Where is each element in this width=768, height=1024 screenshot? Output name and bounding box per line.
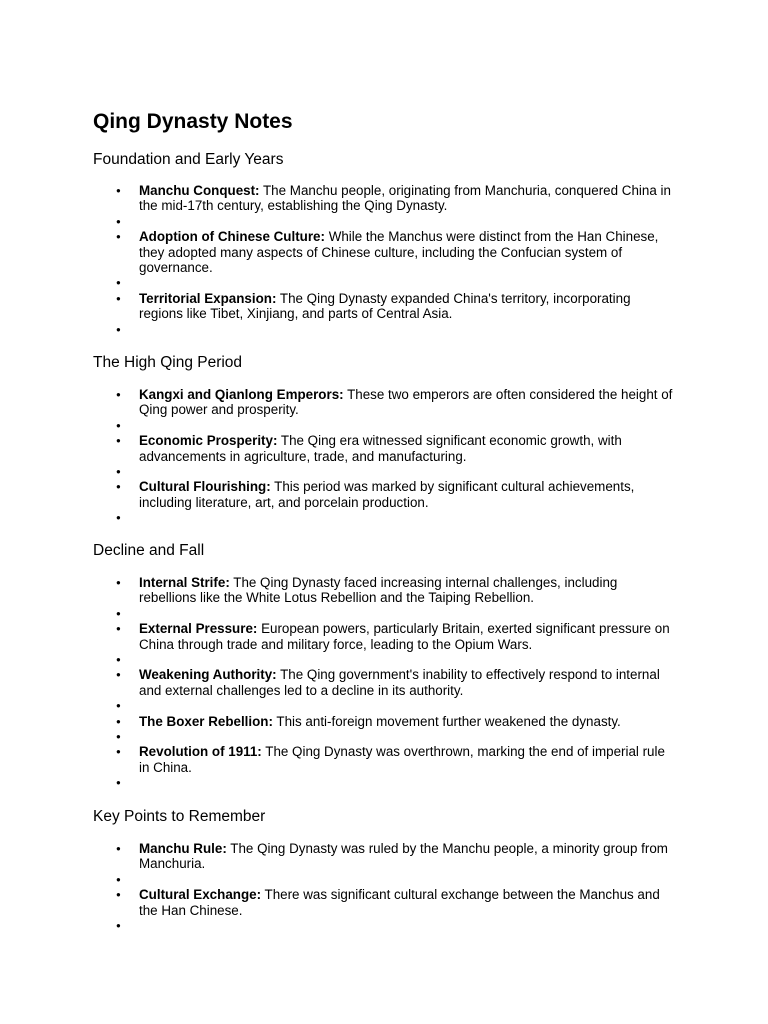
section-heading-decline: Decline and Fall (93, 542, 205, 559)
empty-bullet (0, 698, 768, 713)
list-item-term: Kangxi and Qianlong Emperors: (139, 387, 344, 402)
list-item-term: Adoption of Chinese Culture: (139, 229, 325, 245)
list-item (0, 229, 768, 275)
empty-bullet (0, 918, 768, 933)
list-item-text: The Qing Dynasty was overthrown, marking the end of imperial rule in China. (139, 744, 665, 775)
empty-bullet (0, 464, 768, 479)
list-item-term: Manchu Conquest: (139, 183, 260, 198)
list-item-text: The Qing era witnessed significant economic growth, with advancements in agriculture, trade, and manufacturing. (139, 433, 622, 464)
list-item-text: These two emperors are often considered the height of Qing power and prosperity. (139, 387, 673, 418)
empty-bullet (0, 214, 768, 229)
list-item-term: Cultural Flourishing: (139, 479, 271, 495)
list-item (0, 575, 768, 606)
list-item-term: Economic Prosperity: (139, 433, 278, 449)
empty-bullet (0, 606, 768, 621)
section-list-key-points (0, 841, 768, 933)
section-heading-foundation: Foundation and Early Years (93, 151, 284, 168)
list-item-text: While the Manchus were distinct from the Han Chinese, they adopted many aspects of Chinese culture, including the Confucian system of governance. (139, 229, 659, 276)
section-heading-key-points: Key Points to Remember (93, 808, 266, 825)
list-item-text: The Qing Dynasty expanded China's territory, incorporating regions like Tibet, Xinjiang, and parts of Central Asia. (139, 290, 631, 322)
document-title: Qing Dynasty Notes (93, 110, 293, 133)
list-item (0, 667, 768, 698)
list-item (0, 744, 768, 775)
list-item-text: This anti-foreign movement further weakened the dynasty. (272, 713, 621, 729)
list-item-term: External Pressure: (139, 621, 258, 637)
list-item (0, 387, 768, 418)
empty-bullet (0, 322, 768, 337)
list-item (0, 714, 768, 729)
list-item-term: Manchu Rule: (139, 841, 227, 856)
list-item-text: The Manchu people, originating from Manchuria, conquered China in the mid-17th century, establishing the Qing Dynasty. (139, 183, 671, 214)
list-item-term: Territorial Expansion: (139, 290, 277, 306)
list-item-text: European powers, particularly Britain, exerted significant pressure on China through trade and military force, leading to the Opium Wars. (139, 621, 670, 652)
list-item (0, 433, 768, 464)
list-item-term: Revolution of 1911: (139, 744, 262, 760)
section-list-foundation (0, 183, 768, 337)
list-item-text: The Qing Dynasty faced increasing internal challenges, including rebellions like the White Lotus Rebellion and the Taiping Rebellion. (139, 575, 618, 606)
list-item-term: The Boxer Rebellion: (139, 713, 273, 729)
empty-bullet (0, 418, 768, 433)
empty-bullet (0, 275, 768, 290)
empty-bullet (0, 729, 768, 744)
list-item-term: Internal Strife: (139, 575, 230, 590)
section-list-decline (0, 575, 768, 791)
list-item-text: This period was marked by significant cultural achievements, including literature, art, and porcelain production. (139, 479, 635, 510)
empty-bullet (0, 510, 768, 525)
empty-bullet (0, 872, 768, 887)
list-item-text: There was significant cultural exchange between the Manchus and the Han Chinese. (139, 887, 660, 918)
list-item (0, 479, 768, 510)
section-list-high-qing (0, 387, 768, 526)
list-item-text: The Qing government's inability to effectively respond to internal and external challenges led to a decline in its authority. (139, 667, 660, 698)
empty-bullet (0, 652, 768, 667)
list-item-text: The Qing Dynasty was ruled by the Manchu people, a minority group from Manchuria. (139, 841, 668, 872)
list-item-term: Weakening Authority: (139, 667, 277, 683)
list-item (0, 887, 768, 918)
list-item (0, 183, 768, 214)
section-heading-high-qing: The High Qing Period (93, 354, 243, 371)
list-item-term: Cultural Exchange: (139, 887, 262, 903)
empty-bullet (0, 775, 768, 790)
list-item (0, 291, 768, 322)
list-item (0, 841, 768, 872)
list-item (0, 621, 768, 652)
